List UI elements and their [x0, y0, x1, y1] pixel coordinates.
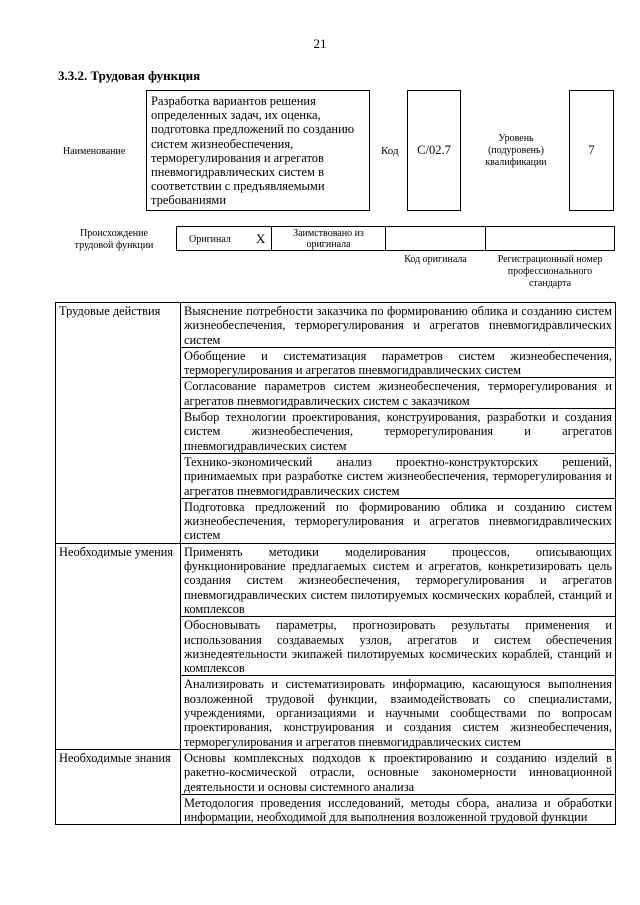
name-value: Разработка вариантов решения определенных задач, их оценка, подготовка предложений по созданию систем жизнеобеспечения, терморегулирования и агрегатов пневмогидравлических систем в соответствии с предъявляемыми требованиями	[151, 94, 355, 208]
reg-number-box	[485, 226, 615, 251]
table-cell: Основы комплексных подходов к проектированию и созданию изделий в ракетно-космической отрасли, основные закономерности инновационной деятельности и основы системного анализа	[181, 749, 616, 794]
page-number: 21	[313, 36, 327, 51]
table-row	[56, 303, 616, 348]
code-label: Код	[381, 145, 399, 157]
table-row	[56, 543, 616, 616]
table-cell: Технико-экономический анализ проектно-конструкторских решений, принимаемых при разработке систем жизнеобеспечения, терморегулирования и агрегатов пневмогидравлических систем	[181, 453, 616, 498]
table-cell: Согласование параметров систем жизнеобеспечения, терморегулирования и агрегатов пневмогидравлических систем с заказчиком	[181, 378, 616, 409]
section-title: 3.3.2. Трудовая функция	[58, 68, 201, 83]
origin-label: Происхождение трудовой функции	[74, 228, 154, 251]
original-mark: X	[256, 231, 266, 246]
table-row	[56, 749, 616, 794]
table-cell: Применять методики моделирования процессов, описывающих функционирование предлагаемых систем и агрегатов, конкретизировать цель создания систем жизнеобеспечения, терморегулирования и агрегатов пневмогидравлических систем пилотируемых космических кораблей, станций и комплексов	[181, 543, 616, 616]
level-value: 7	[588, 143, 595, 157]
name-label: Наименование	[63, 146, 126, 157]
category-cell: Необходимые умения	[56, 543, 181, 749]
table-cell: Выбор технологии проектирования, конструирования, разработки и создания систем жизнеобеспечения, терморегулирования и агрегатов пневмогидравлических систем	[181, 409, 616, 454]
table-cell: Подготовка предложений по формированию облика и созданию систем жизнеобеспечения, терморегулирования и агрегатов пневмогидравлических систем	[181, 498, 616, 543]
level-value-box	[569, 90, 614, 211]
function-details-table	[55, 302, 616, 825]
original-label: Оригинал	[189, 234, 231, 245]
category-cell: Трудовые действия	[56, 303, 181, 544]
table-cell: Анализировать и систематизировать информацию, касающуюся выполнения возложенной трудовой функции, взаимодействовать со специалистами, учреждениями, организациями и научными сообществами по вопросам проектирования, конструирования и создания систем жизнеобеспечения, терморегулирования и агрегатов пневмогидравлических систем	[181, 676, 616, 749]
level-label: Уровень (подуровень) квалификации	[485, 133, 547, 168]
name-value-box	[146, 90, 370, 211]
table-cell: Обосновывать параметры, прогнозировать результаты применения и использования создаваемых узлов, агрегатов и систем обеспечения жизнедеятельности экипажей пилотируемых космических кораблей, станций и комплексов	[181, 617, 616, 676]
origin-original-box	[176, 226, 272, 251]
code-value-box	[407, 90, 461, 211]
code-original-label: Код оригинала	[404, 254, 467, 265]
table-cell: Обобщение и систематизация параметров систем жизнеобеспечения, терморегулирования и агрегатов пневмогидравлических систем	[181, 347, 616, 378]
origin-borrowed-box	[271, 226, 386, 251]
category-cell: Необходимые знания	[56, 749, 181, 824]
code-value: С/02.7	[417, 143, 451, 157]
borrowed-label: Заимствовано из оригинала	[293, 228, 364, 250]
table-cell: Выяснение потребности заказчика по формированию облика и созданию систем жизнеобеспечения, терморегулирования и агрегатов пневмогидравлических систем	[181, 303, 616, 348]
table-cell: Методология проведения исследований, методы сбора, анализа и обработки информации, необходимой для выполнения возложенной трудовой функции	[181, 794, 616, 825]
code-original-box	[385, 226, 486, 251]
reg-number-label: Регистрационный номер профессионального стандарта	[497, 254, 603, 289]
